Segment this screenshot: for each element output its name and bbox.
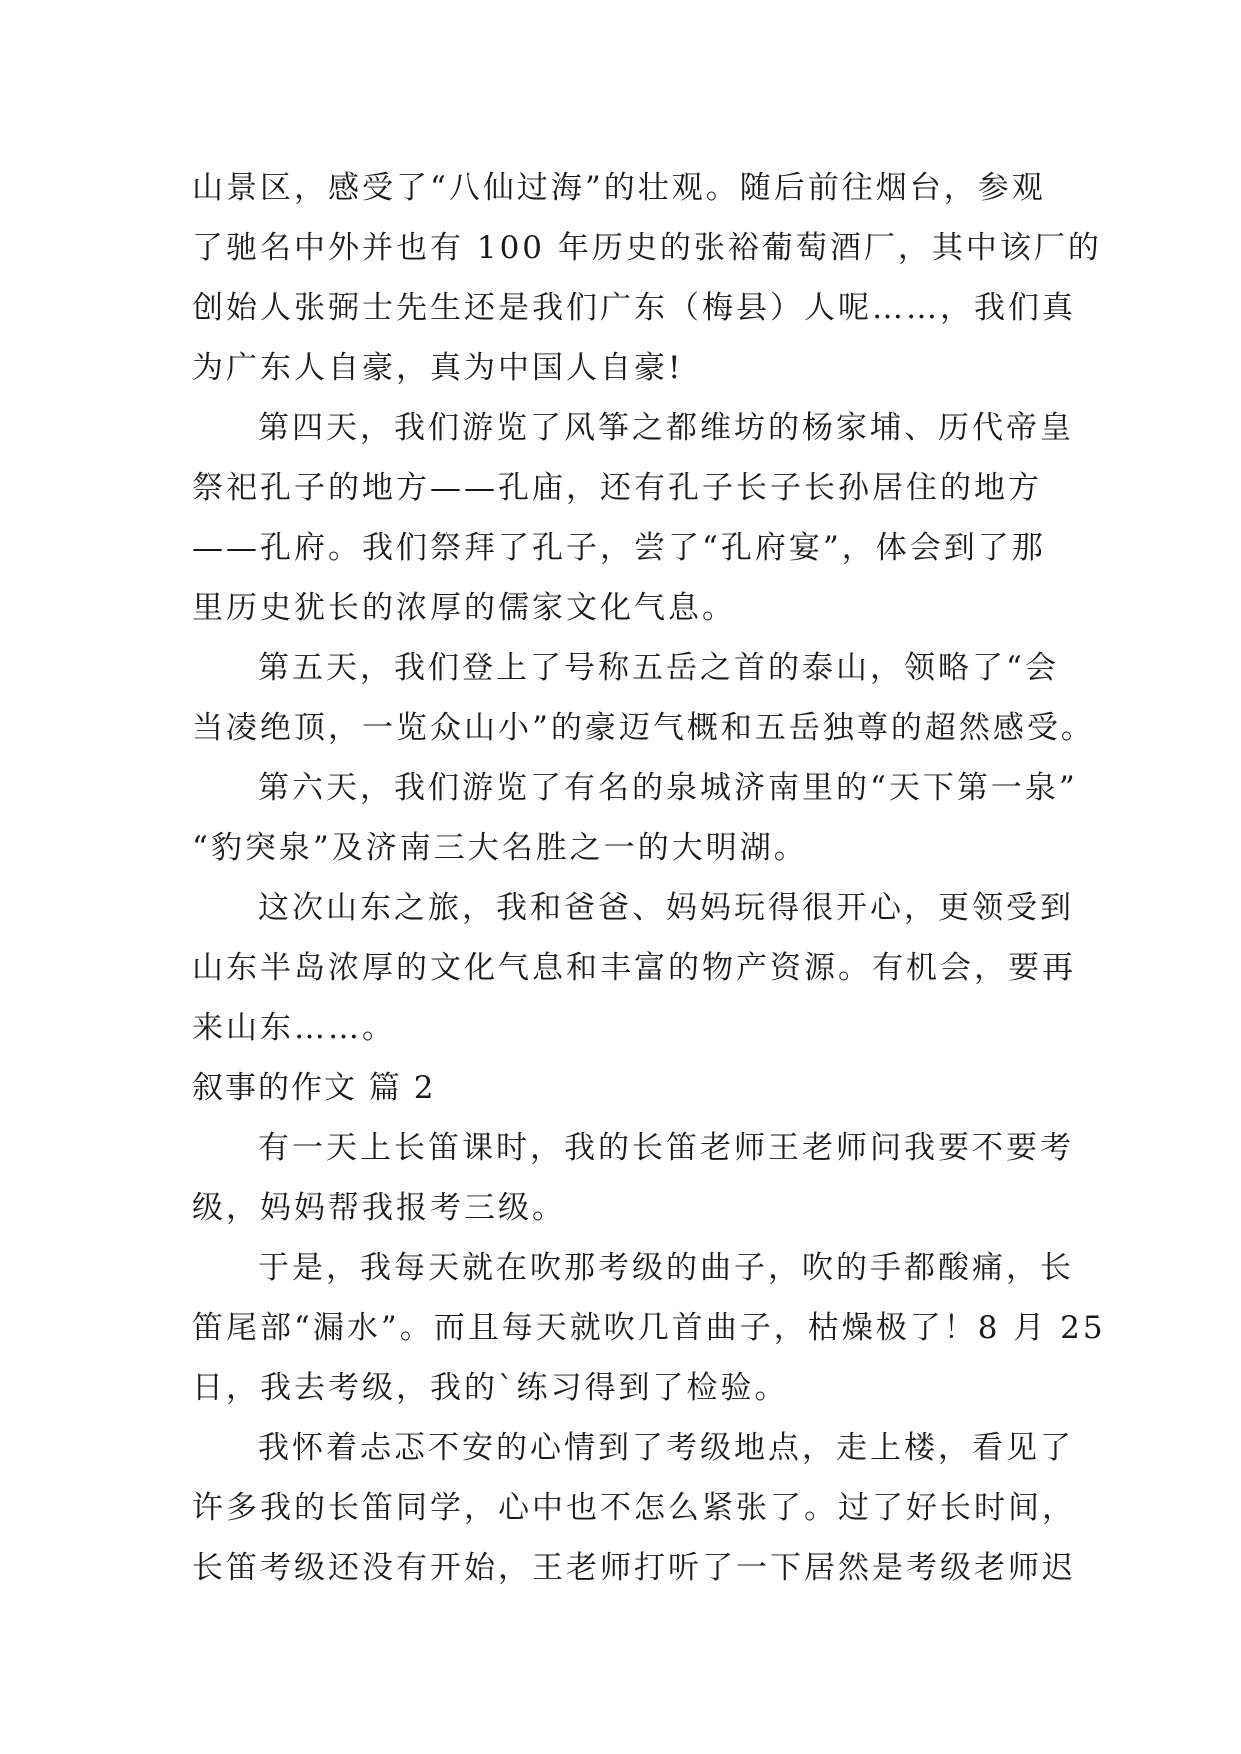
text-line: 第四天，我们游览了风筝之都维坊的杨家埔、历代帝皇: [258, 410, 1074, 446]
text-line: 许多我的长笛同学，心中也不怎么紧张了。过了好长时间，: [192, 1490, 1076, 1526]
text-line: 级，妈妈帮我报考三级。: [192, 1190, 566, 1226]
text-line: ——孔府。我们祭拜了孔子，尝了“孔府宴”，体会到了那: [192, 530, 1046, 566]
text-line: 山东半岛浓厚的文化气息和丰富的物产资源。有机会，要再: [192, 950, 1076, 986]
text-line: 创始人张弼士先生还是我们广东（梅县）人呢……，我们真: [192, 290, 1076, 326]
text-line: 祭祀孔子的地方——孔庙，还有孔子长子长孙居住的地方: [192, 470, 1042, 506]
text-line: 有一天上长笛课时，我的长笛老师王老师问我要不要考: [258, 1130, 1074, 1166]
text-line: “豹突泉”及济南三大名胜之一的大明湖。: [192, 830, 808, 866]
text-line: 我怀着忐忑不安的心情到了考级地点，走上楼，看见了: [258, 1430, 1074, 1466]
text-line: 笛尾部“漏水”。而且每天就吹几首曲子，枯燥极了！8 月 25: [192, 1310, 1106, 1346]
text-line: 当凌绝顶，一览众山小”的豪迈气概和五岳独尊的超然感受。: [192, 710, 1095, 746]
text-line: 为广东人自豪，真为中国人自豪!: [192, 350, 684, 386]
text-line: 山景区，感受了“八仙过海”的壮观。随后前往烟台，参观: [192, 170, 1046, 206]
text-line: 长笛考级还没有开始，王老师打听了一下居然是考级老师迟: [192, 1550, 1076, 1586]
text-line: 第五天，我们登上了号称五岳之首的泰山，领略了“会: [258, 650, 1059, 686]
text-line: 于是，我每天就在吹那考级的曲子，吹的手都酸痛，长: [258, 1250, 1074, 1286]
text-line: 里历史犹长的浓厚的儒家文化气息。: [192, 590, 736, 626]
document-body: [192, 158, 1106, 1598]
text-line: 这次山东之旅，我和爸爸、妈妈玩得很开心，更领受到: [258, 890, 1074, 926]
text-line: 了驰名中外并也有 100 年历史的张裕葡萄酒厂，其中该厂的: [192, 230, 1102, 266]
section-heading: 叙事的作文 篇 2: [192, 1070, 436, 1106]
text-line: 日，我去考级，我的`练习得到了检验。: [192, 1370, 789, 1406]
text-line: 来山东……。: [192, 1010, 396, 1046]
text-line: 第六天，我们游览了有名的泉城济南里的“天下第一泉”: [258, 770, 1078, 806]
